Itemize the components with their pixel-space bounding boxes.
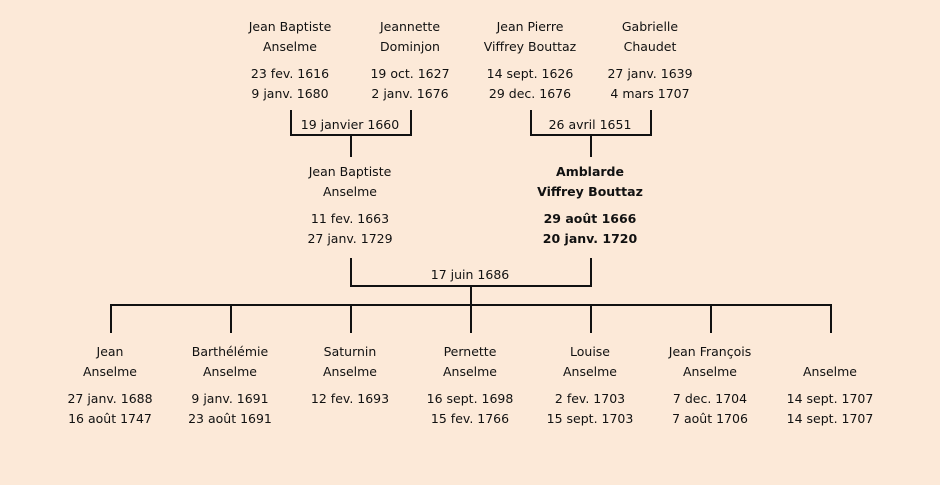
birth-date: 27 janv. 1639 bbox=[607, 66, 693, 81]
last-name: Chaudet bbox=[623, 39, 677, 54]
last-name: Viffrey Bouttaz bbox=[537, 184, 643, 199]
connector bbox=[110, 304, 112, 333]
birth-date: 27 janv. 1688 bbox=[67, 391, 153, 406]
first-name: Jeannette bbox=[379, 19, 441, 34]
last-name: Anselme bbox=[442, 364, 498, 379]
birth-date: 2 fev. 1703 bbox=[554, 391, 626, 406]
death-date: 20 janv. 1720 bbox=[542, 231, 638, 246]
first-name: Jean bbox=[96, 344, 124, 359]
first-name: Jean Baptiste bbox=[308, 164, 392, 179]
focus-person-card bbox=[515, 162, 665, 249]
death-date: 7 août 1706 bbox=[672, 411, 748, 426]
first-name: Jean Pierre bbox=[496, 19, 564, 34]
last-name: Dominjon bbox=[380, 39, 440, 54]
connector bbox=[590, 304, 592, 333]
person-card bbox=[575, 17, 725, 104]
birth-date: 9 janv. 1691 bbox=[191, 391, 269, 406]
connector bbox=[590, 134, 592, 157]
first-name: Jean François bbox=[668, 344, 752, 359]
death-date: 14 sept. 1707 bbox=[786, 411, 874, 426]
marriage-date: 17 juin 1686 bbox=[430, 267, 510, 282]
person-card bbox=[275, 162, 425, 249]
last-name: Viffrey Bouttaz bbox=[483, 39, 577, 54]
connector bbox=[470, 285, 472, 305]
connector bbox=[410, 110, 412, 135]
first-name: Pernette bbox=[443, 344, 497, 359]
death-date: 15 sept. 1703 bbox=[546, 411, 634, 426]
birth-date: 29 août 1666 bbox=[543, 211, 637, 226]
death-date: 16 août 1747 bbox=[68, 411, 152, 426]
birth-date: 14 sept. 1626 bbox=[486, 66, 574, 81]
last-name: Anselme bbox=[262, 39, 318, 54]
last-name: Anselme bbox=[322, 184, 378, 199]
first-name: Barthélémie bbox=[191, 344, 269, 359]
first-name: Saturnin bbox=[323, 344, 377, 359]
birth-date: 16 sept. 1698 bbox=[426, 391, 514, 406]
last-name: Anselme bbox=[682, 364, 738, 379]
last-name: Anselme bbox=[82, 364, 138, 379]
connector bbox=[590, 258, 592, 286]
death-date: 15 fev. 1766 bbox=[430, 411, 510, 426]
death-date: 2 janv. 1676 bbox=[371, 86, 449, 101]
connector bbox=[830, 304, 832, 333]
death-date: 29 dec. 1676 bbox=[488, 86, 572, 101]
connector bbox=[350, 258, 352, 286]
first-name: Jean Baptiste bbox=[248, 19, 332, 34]
connector bbox=[350, 304, 352, 333]
last-name: Anselme bbox=[802, 364, 858, 379]
marriage-date: 26 avril 1651 bbox=[548, 117, 632, 132]
death-date: 4 mars 1707 bbox=[610, 86, 690, 101]
birth-date: 23 fev. 1616 bbox=[250, 66, 330, 81]
birth-date: 7 dec. 1704 bbox=[672, 391, 748, 406]
first-name: Gabrielle bbox=[621, 19, 679, 34]
person-card bbox=[755, 342, 905, 429]
birth-date: 11 fev. 1663 bbox=[310, 211, 390, 226]
first-name: Louise bbox=[570, 344, 610, 359]
connector bbox=[350, 134, 352, 157]
connector bbox=[470, 304, 472, 333]
last-name: Anselme bbox=[562, 364, 618, 379]
connector bbox=[710, 304, 712, 333]
connector bbox=[230, 304, 232, 333]
death-date: 23 août 1691 bbox=[188, 411, 272, 426]
marriage-date: 19 janvier 1660 bbox=[300, 117, 400, 132]
connector bbox=[650, 110, 652, 135]
death-date: 27 janv. 1729 bbox=[307, 231, 393, 246]
first-name: Amblarde bbox=[556, 164, 624, 179]
last-name: Anselme bbox=[202, 364, 258, 379]
death-date: 9 janv. 1680 bbox=[251, 86, 329, 101]
birth-date: 19 oct. 1627 bbox=[370, 66, 450, 81]
birth-date: 12 fev. 1693 bbox=[310, 391, 390, 406]
birth-date: 14 sept. 1707 bbox=[786, 391, 874, 406]
first-name bbox=[755, 342, 905, 362]
last-name: Anselme bbox=[322, 364, 378, 379]
